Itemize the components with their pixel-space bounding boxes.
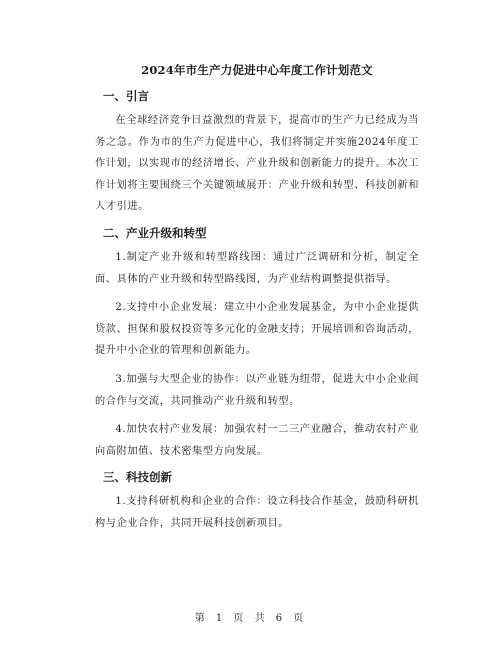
paragraph: 1.制定产业升级和转型路线图：通过广泛调研和分析，制定全面、具体的产业升级和转型路线图，为产业结构调整提供指导。: [95, 251, 419, 285]
section-heading: 二、产业升级和转型: [103, 225, 207, 240]
section-introduction: [95, 88, 419, 218]
paragraph: 1.支持科研机构和企业的合作：设立科技合作基金，鼓励科研机构与企业合作，共同开展科技创新项目。: [95, 496, 419, 529]
page-number-footer: 第 1 页 共 6 页: [194, 613, 308, 624]
paragraph: 3.加强与大型企业的协作：以产业链为纽带，促进大中小企业间的合作与交流，共同推动产业升级和转型。: [95, 373, 419, 407]
section-heading: 三、科技创新: [103, 470, 172, 485]
section-tech-innovation: [95, 469, 419, 534]
section-heading: 一、引言: [103, 89, 149, 103]
document-body: [95, 62, 419, 542]
paragraph: 2.支持中小企业发展：建立中小企业发展基金，为中小企业提供贷款、担保和股权投资等多元化的金融支持；开展培训和咨询活动，提升中小企业的管理和创新能力。: [95, 302, 419, 357]
section-industry-upgrade: [95, 225, 419, 462]
paragraph: 4.加快农村产业发展：加强农村一二三产业融合，推动农村产业向高附加值、技术密集型方向发展。: [95, 424, 419, 457]
document-title: 2024年市生产力促进中心年度工作计划范文: [141, 63, 373, 77]
paragraph: 在全球经济竞争日益激烈的背景下，提高市的生产力已经成为当务之急。作为市的生产力促进中心，我们将制定并实施2024年度工作计划，以实现市的经济增长、产业升级和创新能力的提升。本次工作计划将主要围绕三个关键领域展开：产业升级和转型、科技创新和人才引进。: [95, 115, 419, 213]
